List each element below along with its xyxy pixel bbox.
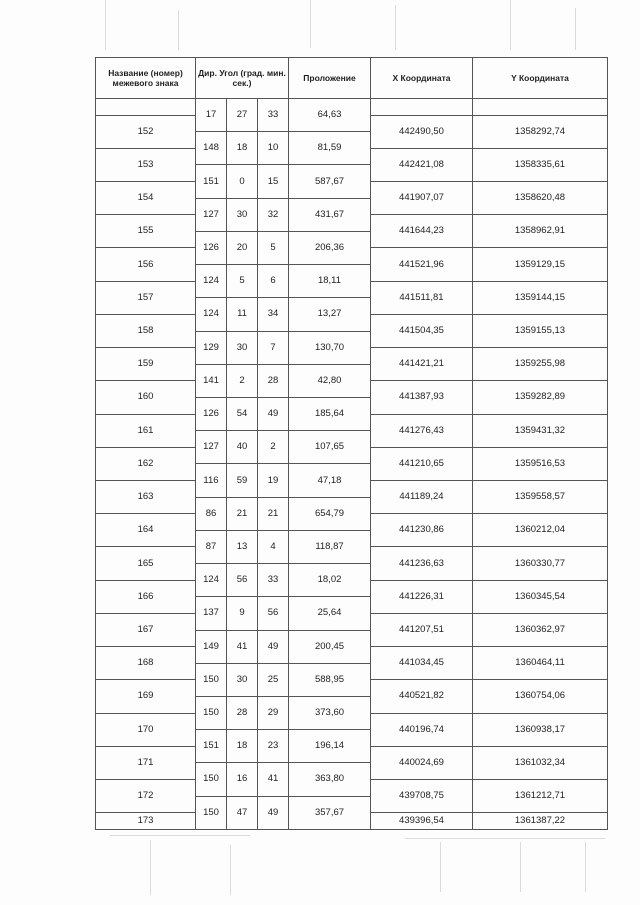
y-coordinate: 1359282,89	[473, 381, 608, 414]
segment-length: 25,64	[289, 597, 371, 630]
angle-seconds: 56	[258, 597, 289, 630]
angle-seconds: 19	[258, 464, 289, 497]
scan-noise	[110, 835, 250, 836]
angle-seconds: 32	[258, 198, 289, 231]
angle-degrees: 17	[196, 99, 227, 132]
segment-length: 587,67	[289, 165, 371, 198]
angle-degrees: 126	[196, 231, 227, 264]
angle-seconds: 33	[258, 564, 289, 597]
angle-seconds: 34	[258, 298, 289, 331]
x-coordinate: 441511,81	[371, 281, 473, 314]
x-coordinate: 441521,96	[371, 248, 473, 281]
y-coordinate: 1359155,13	[473, 314, 608, 347]
y-coordinate: 1360212,04	[473, 514, 608, 547]
angle-minutes: 40	[227, 431, 258, 464]
segment-length: 196,14	[289, 730, 371, 763]
y-coordinate: 1359516,53	[473, 447, 608, 480]
x-coordinate: 441387,93	[371, 381, 473, 414]
point-name: 168	[96, 647, 196, 680]
header-x-coordinate: X Координата	[371, 58, 473, 99]
angle-minutes: 11	[227, 298, 258, 331]
segment-length: 373,60	[289, 696, 371, 729]
x-coordinate: 440196,74	[371, 713, 473, 746]
y-coordinate: 1360938,17	[473, 713, 608, 746]
scan-noise	[178, 10, 179, 50]
angle-seconds: 21	[258, 497, 289, 530]
scan-noise	[150, 840, 151, 895]
x-coordinate: 439708,75	[371, 779, 473, 812]
point-name: 167	[96, 613, 196, 646]
angle-seconds: 25	[258, 663, 289, 696]
segment-length: 185,64	[289, 397, 371, 430]
angle-degrees: 124	[196, 298, 227, 331]
point-name: 152	[96, 115, 196, 148]
y-coordinate: 1361032,34	[473, 746, 608, 779]
segment-length: 118,87	[289, 530, 371, 563]
x-coordinate: 441276,43	[371, 414, 473, 447]
point-name: 163	[96, 481, 196, 514]
x-coordinate: 441189,24	[371, 481, 473, 514]
point-name: 169	[96, 680, 196, 713]
angle-seconds: 6	[258, 265, 289, 298]
header-direction-angle: Дир. Угол (град. мин. сек.)	[196, 58, 289, 99]
point-name: 158	[96, 314, 196, 347]
point-name: 164	[96, 514, 196, 547]
angle-seconds: 10	[258, 132, 289, 165]
segment-length: 130,70	[289, 331, 371, 364]
angle-seconds: 41	[258, 763, 289, 796]
scan-noise	[510, 0, 511, 50]
scan-noise	[230, 845, 231, 895]
angle-degrees: 126	[196, 397, 227, 430]
point-name: 171	[96, 746, 196, 779]
segment-length: 357,67	[289, 796, 371, 829]
y-coordinate: 1359431,32	[473, 414, 608, 447]
x-coordinate: 442490,50	[371, 115, 473, 148]
point-name: 157	[96, 281, 196, 314]
angle-minutes: 2	[227, 364, 258, 397]
scan-noise	[585, 842, 586, 892]
y-coordinate: 1358620,48	[473, 182, 608, 215]
y-coordinate-spacer	[473, 99, 608, 116]
angle-degrees: 151	[196, 730, 227, 763]
angle-degrees: 87	[196, 530, 227, 563]
y-coordinate: 1360345,54	[473, 580, 608, 613]
x-coordinate: 442421,08	[371, 148, 473, 181]
angle-minutes: 59	[227, 464, 258, 497]
scan-noise	[405, 838, 605, 839]
point-name: 170	[96, 713, 196, 746]
angle-minutes: 30	[227, 198, 258, 231]
angle-minutes: 16	[227, 763, 258, 796]
angle-seconds: 33	[258, 99, 289, 132]
x-coordinate: 440024,69	[371, 746, 473, 779]
x-coordinate: 441207,51	[371, 613, 473, 646]
point-name: 172	[96, 779, 196, 812]
angle-minutes: 13	[227, 530, 258, 563]
table-header-row	[96, 58, 608, 99]
x-coordinate: 441230,86	[371, 514, 473, 547]
angle-minutes: 30	[227, 663, 258, 696]
point-name: 155	[96, 215, 196, 248]
header-length: Проложение	[289, 58, 371, 99]
point-name: 166	[96, 580, 196, 613]
point-name: 156	[96, 248, 196, 281]
y-coordinate: 1359129,15	[473, 248, 608, 281]
point-name: 161	[96, 414, 196, 447]
angle-degrees: 124	[196, 265, 227, 298]
angle-minutes: 21	[227, 497, 258, 530]
angle-minutes: 18	[227, 730, 258, 763]
angle-degrees: 150	[196, 696, 227, 729]
x-coordinate: 441034,45	[371, 647, 473, 680]
y-coordinate: 1360330,77	[473, 547, 608, 580]
segment-length: 431,67	[289, 198, 371, 231]
angle-seconds: 49	[258, 397, 289, 430]
header-y-coordinate: Y Координата	[473, 58, 608, 99]
table-row	[96, 99, 608, 116]
y-coordinate: 1360754,06	[473, 680, 608, 713]
angle-minutes: 27	[227, 99, 258, 132]
point-name: 162	[96, 447, 196, 480]
angle-seconds: 15	[258, 165, 289, 198]
angle-minutes: 47	[227, 796, 258, 829]
angle-degrees: 86	[196, 497, 227, 530]
segment-length: 18,02	[289, 564, 371, 597]
angle-minutes: 20	[227, 231, 258, 264]
angle-degrees: 124	[196, 564, 227, 597]
segment-length: 81,59	[289, 132, 371, 165]
scan-noise	[310, 0, 311, 48]
angle-minutes: 54	[227, 397, 258, 430]
angle-minutes: 5	[227, 265, 258, 298]
angle-degrees: 150	[196, 763, 227, 796]
x-coordinate: 441210,65	[371, 447, 473, 480]
header-point-name: Название (номер) межевого знака	[96, 58, 196, 99]
scan-noise	[575, 8, 576, 50]
point-name: 165	[96, 547, 196, 580]
angle-seconds: 2	[258, 431, 289, 464]
angle-degrees: 150	[196, 663, 227, 696]
angle-minutes: 28	[227, 696, 258, 729]
y-coordinate: 1361212,71	[473, 779, 608, 812]
scan-noise	[440, 842, 441, 892]
scan-noise	[520, 842, 521, 892]
scan-noise	[395, 5, 396, 50]
x-coordinate: 440521,82	[371, 680, 473, 713]
y-coordinate: 1359558,57	[473, 481, 608, 514]
point-name: 160	[96, 381, 196, 414]
angle-degrees: 127	[196, 431, 227, 464]
y-coordinate: 1359255,98	[473, 348, 608, 381]
angle-minutes: 9	[227, 597, 258, 630]
angle-minutes: 0	[227, 165, 258, 198]
segment-length: 47,18	[289, 464, 371, 497]
x-coordinate: 441504,35	[371, 314, 473, 347]
angle-seconds: 7	[258, 331, 289, 364]
angle-degrees: 127	[196, 198, 227, 231]
table-body	[96, 99, 608, 830]
x-coordinate: 441907,07	[371, 182, 473, 215]
segment-length: 654,79	[289, 497, 371, 530]
x-coordinate: 441236,63	[371, 547, 473, 580]
segment-length: 13,27	[289, 298, 371, 331]
angle-minutes: 30	[227, 331, 258, 364]
x-coordinate: 441226,31	[371, 580, 473, 613]
x-coordinate: 439396,54	[371, 813, 473, 830]
angle-degrees: 150	[196, 796, 227, 829]
angle-seconds: 49	[258, 630, 289, 663]
segment-length: 42,80	[289, 364, 371, 397]
angle-seconds: 5	[258, 231, 289, 264]
angle-seconds: 49	[258, 796, 289, 829]
segment-length: 107,65	[289, 431, 371, 464]
segment-length: 200,45	[289, 630, 371, 663]
angle-minutes: 41	[227, 630, 258, 663]
segment-length: 64,63	[289, 99, 371, 132]
angle-degrees: 129	[196, 331, 227, 364]
y-coordinate: 1358962,91	[473, 215, 608, 248]
angle-minutes: 56	[227, 564, 258, 597]
angle-seconds: 29	[258, 696, 289, 729]
x-coordinate-spacer	[371, 99, 473, 116]
x-coordinate: 441421,21	[371, 348, 473, 381]
y-coordinate: 1358292,74	[473, 115, 608, 148]
angle-seconds: 4	[258, 530, 289, 563]
point-name: 159	[96, 348, 196, 381]
point-name: 153	[96, 148, 196, 181]
point-name: 173	[96, 813, 196, 830]
segment-length: 363,80	[289, 763, 371, 796]
scan-noise	[105, 0, 106, 50]
angle-seconds: 28	[258, 364, 289, 397]
angle-degrees: 148	[196, 132, 227, 165]
angle-degrees: 116	[196, 464, 227, 497]
angle-degrees: 149	[196, 630, 227, 663]
point-name: 154	[96, 182, 196, 215]
y-coordinate: 1361387,22	[473, 813, 608, 830]
angle-seconds: 23	[258, 730, 289, 763]
y-coordinate: 1359144,15	[473, 281, 608, 314]
y-coordinate: 1360362,97	[473, 613, 608, 646]
y-coordinate: 1360464,11	[473, 647, 608, 680]
segment-length: 588,95	[289, 663, 371, 696]
x-coordinate: 441644,23	[371, 215, 473, 248]
angle-degrees: 141	[196, 364, 227, 397]
y-coordinate: 1358335,61	[473, 148, 608, 181]
point-name-spacer	[96, 99, 196, 116]
angle-minutes: 18	[227, 132, 258, 165]
angle-degrees: 137	[196, 597, 227, 630]
segment-length: 206,36	[289, 231, 371, 264]
angle-degrees: 151	[196, 165, 227, 198]
boundary-coordinates-table	[95, 57, 608, 830]
segment-length: 18,11	[289, 265, 371, 298]
